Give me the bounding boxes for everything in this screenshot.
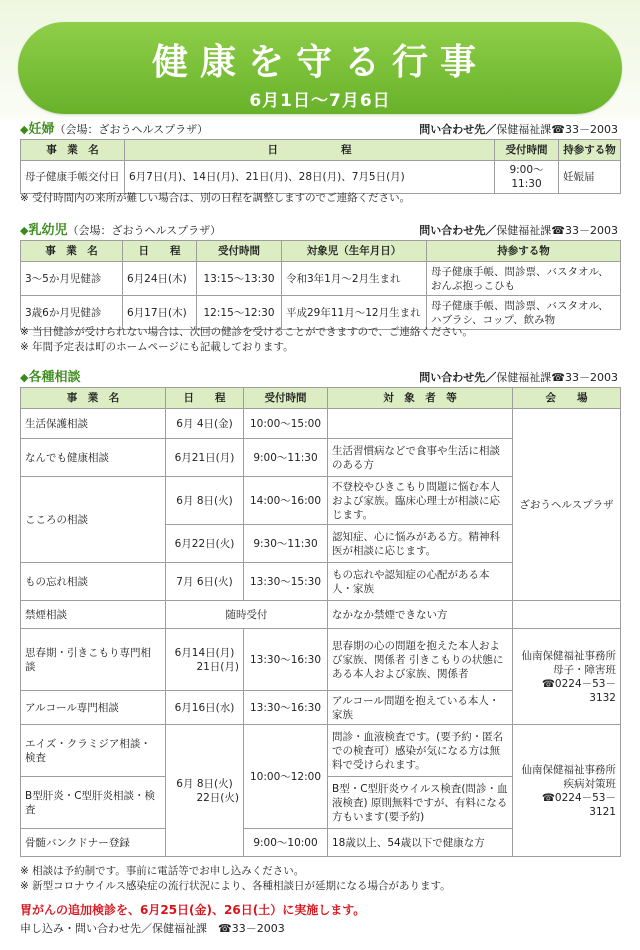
table-row (21, 409, 621, 439)
table-cell: 令和3年1月～2月生まれ (282, 262, 427, 296)
pregnancy-table (20, 139, 621, 194)
table-header-row (21, 388, 621, 409)
note: ※ 当日健診が受けられない場合は、次回の健診を受けることができますので、ご連絡ください。 (20, 326, 473, 338)
header-cell: 日 程 (125, 140, 495, 161)
header-cell: 対象児（生年月日） (282, 241, 427, 262)
section-title: 妊婦 (28, 122, 55, 137)
table-cell: 平成29年11月～12月生まれ (282, 296, 427, 330)
table-cell: こころの相談 (21, 477, 166, 563)
title-banner (18, 22, 622, 114)
table-cell: アルコール問題を抱えている本人・家族 (328, 691, 513, 725)
table-cell: 6月 8日(火) 22日(火) (166, 725, 244, 857)
venue-label: （会場：ざおうヘルスプラザ） (54, 123, 209, 136)
table-cell: もの忘れや認知症の心配がある本人・家族 (328, 563, 513, 601)
table-cell: 生活習慣病などで食事や生活に相談のある方 (328, 439, 513, 477)
table-cell: 13:30～15:30 (244, 563, 328, 601)
table-row (21, 601, 621, 629)
table-cell: なんでも健康相談 (21, 439, 166, 477)
table-cell: 6月 4日(金) (166, 409, 244, 439)
table-header-row (21, 241, 621, 262)
table-cell: 生活保護相談 (21, 409, 166, 439)
table-cell: 6月17日(木) (123, 296, 197, 330)
table-cell: 母子健康手帳、問診票、バスタオル、ハブラシ、コップ、飲み物 (427, 296, 621, 330)
table-cell: 14:00～16:00 (244, 477, 328, 525)
table-cell: 18歳以上、54歳以下で健康な方 (328, 829, 513, 857)
page-title: 健康を守る行事 (151, 42, 488, 83)
contact-info: 問い合わせ先／保健福祉課☎33－2003 (419, 123, 618, 136)
venue-label: （会場：ざおうヘルスプラザ） (67, 224, 222, 237)
table-cell: 7月 6日(火) (166, 563, 244, 601)
table-cell: エイズ・クラミジア相談・検査 (21, 725, 166, 777)
table-cell: 3～5か月児健診 (21, 262, 123, 296)
section-infant-heading (20, 219, 620, 237)
header-cell: 受付時間 (244, 388, 328, 409)
table-cell: 6月16日(水) (166, 691, 244, 725)
header-cell: 持参する物 (559, 140, 621, 161)
table-cell: 9:00～11:30 (244, 439, 328, 477)
table-cell: 認知症、心に悩みがある方。精神科医が相談に応じます。 (328, 525, 513, 563)
header-cell: 対 象 者 等 (328, 388, 513, 409)
table-cell: 思春期・引きこもり専門相談 (21, 629, 166, 691)
note: ※ 相談は予約制です。事前に電話等でお申し込みください。 (20, 865, 305, 877)
table-cell: 10:00～12:00 (244, 725, 328, 829)
note: ※ 年間予定表は町のホームページにも記載しております。 (20, 341, 294, 353)
table-cell: 随時受付 (166, 601, 328, 629)
table-cell: 12:15～12:30 (197, 296, 282, 330)
contact-info: 問い合わせ先／保健福祉課☎33－2003 (419, 224, 618, 237)
table-cell: 不登校やひきこもり問題に悩む本人および家族。臨床心理士が相談に応じます。 (328, 477, 513, 525)
table-cell: 母子健康手帳交付日 (21, 161, 125, 194)
table-cell: 妊娠届 (559, 161, 621, 194)
footer-contact: 申し込み・問い合わせ先／保健福祉課 ☎33－2003 (20, 922, 285, 935)
period-dates: 6月1日～7月6日 (249, 91, 391, 111)
section-title: 各種相談 (28, 370, 81, 385)
table-cell (328, 409, 513, 439)
note: ※ 受付時間内の来所が難しい場合は、別の日程を調整しますのでご連絡ください。 (20, 192, 411, 204)
note: ※ 新型コロナウイルス感染症の流行状況により、各種相談日が延期になる場合があります。 (20, 880, 451, 892)
diamond-icon: ◆ (20, 371, 29, 384)
table-cell: B型・C型肝炎ウイルス検査(問診・血液検査) 原則無料ですが、有料になる方もいます(要予約) (328, 777, 513, 829)
venue-cell: 仙南保健福祉事務所 母子・障害班 ☎0224－53－3132 (513, 629, 621, 725)
header-cell: 日 程 (166, 388, 244, 409)
table-cell: 6月14日(月) 21日(月) (166, 629, 244, 691)
table-cell: 思春期の心の問題を抱えた本人および家族、関係者 引きこもりの状態にある本人および家族、関係者 (328, 629, 513, 691)
header-cell: 事 業 名 (21, 140, 125, 161)
table-cell: 13:30～16:30 (244, 629, 328, 691)
table-row (21, 629, 621, 691)
header-cell: 受付時間 (495, 140, 559, 161)
table-row (21, 725, 621, 777)
table-cell: 9:30～11:30 (244, 525, 328, 563)
table-cell: 3歳6か月児健診 (21, 296, 123, 330)
table-header-row (21, 140, 621, 161)
highlight-notice: 胃がんの追加検診を、6月25日(金)、26日(土）に実施します。 (20, 903, 366, 917)
table-cell: 10:00～15:00 (244, 409, 328, 439)
section-pregnancy-heading (20, 118, 620, 136)
section-consult-heading (20, 366, 620, 384)
table-cell: 骨髄バンクドナー登録 (21, 829, 166, 857)
table-cell: 9:00～11:30 (495, 161, 559, 194)
header-cell: 事 業 名 (21, 388, 166, 409)
venue-cell: ざおうヘルスプラザ (513, 409, 621, 601)
table-cell: 6月22日(火) (166, 525, 244, 563)
diamond-icon: ◆ (20, 224, 29, 237)
table-cell: 6月21日(月) (166, 439, 244, 477)
infant-table (20, 240, 621, 330)
table-cell (513, 601, 621, 629)
table-cell: 母子健康手帳、問診票、バスタオル、おんぶ抱っこひも (427, 262, 621, 296)
table-cell: 9:00～10:00 (244, 829, 328, 857)
diamond-icon: ◆ (20, 123, 29, 136)
section-title: 乳幼児 (28, 223, 68, 238)
table-cell: 6月7日(月)、14日(月)、21日(月)、28日(月)、7月5日(月) (125, 161, 495, 194)
consult-table (20, 387, 621, 857)
table-cell: 6月 8日(火) (166, 477, 244, 525)
header-cell: 持参する物 (427, 241, 621, 262)
table-cell: アルコール専門相談 (21, 691, 166, 725)
venue-cell: 仙南保健福祉事務所 疾病対策班 ☎0224－53－3121 (513, 725, 621, 857)
table-cell: 禁煙相談 (21, 601, 166, 629)
table-cell: 13:30～16:30 (244, 691, 328, 725)
table-cell: なかなか禁煙できない方 (328, 601, 513, 629)
header-cell: 受付時間 (197, 241, 282, 262)
table-cell: B型肝炎・C型肝炎相談・検査 (21, 777, 166, 829)
table-row (21, 262, 621, 296)
header-cell: 日 程 (123, 241, 197, 262)
table-row (21, 161, 621, 194)
table-cell: 13:15～13:30 (197, 262, 282, 296)
table-cell: 6月24日(木) (123, 262, 197, 296)
contact-info: 問い合わせ先／保健福祉課☎33－2003 (419, 371, 618, 384)
table-cell: もの忘れ相談 (21, 563, 166, 601)
table-cell: 問診・血液検査です。(要予約・匿名での検査可）感染が気になる方は無料で受けられます。 (328, 725, 513, 777)
header-cell: 事 業 名 (21, 241, 123, 262)
header-cell: 会 場 (513, 388, 621, 409)
